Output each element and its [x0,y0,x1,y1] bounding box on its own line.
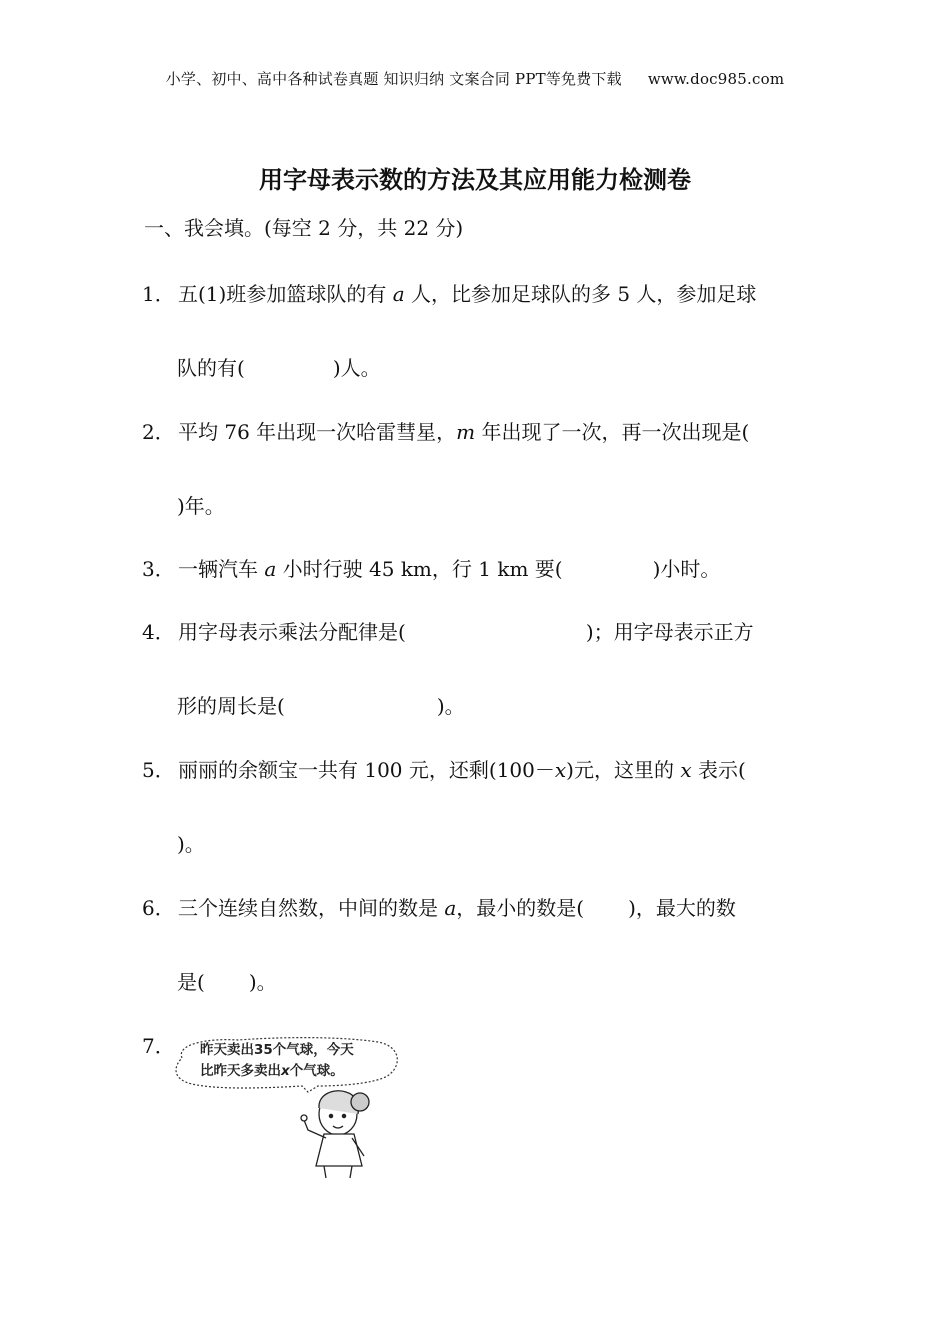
question-6-line-1: 6． 三个连续自然数，中间的数是 a，最小的数是( )，最大的数 [142,896,736,920]
question-2-line-2: )年。 [177,494,225,518]
question-7-number: 7． [142,1034,175,1058]
question-1-line-1: 1． 五(1)班参加篮球队的有 a 人，比参加足球队的多 5 人，参加足球 [142,282,757,306]
section-heading: 一、我会填。(每空 2 分，共 22 分) [144,216,464,240]
header-url[interactable]: www.doc985.com [647,70,785,88]
question-4-line-1: 4． 用字母表示乘法分配律是( )；用字母表示正方 [142,620,754,644]
speech-bubble-text: 昨天卖出35个气球，今天 比昨天多卖出x个气球。 [200,1042,354,1079]
question-5-line-1: 5． 丽丽的余额宝一共有 100 元，还剩(100－x)元，这里的 x 表示( [142,758,746,782]
page-header [0,68,950,89]
girl-icon [301,1091,369,1178]
question-6-line-2: 是( )。 [177,970,277,994]
question-1-line-2: 队的有( )人。 [177,356,381,380]
question-4-line-2: 形的周长是( )。 [177,694,465,718]
question-5-line-2: )。 [177,832,205,856]
question-3: 3． 一辆汽车 a 小时行驶 45 km，行 1 km 要( )小时。 [142,557,721,581]
question-2-line-1: 2． 平均 76 年出现一次哈雷彗星，m 年出现了一次，再一次出现是( [142,420,750,444]
page-title: 用字母表示数的方法及其应用能力检测卷 [259,166,691,194]
header-text: 小学、初中、高中各种试卷真题 知识归纳 文案合同 PPT等免费下载 [165,70,622,88]
